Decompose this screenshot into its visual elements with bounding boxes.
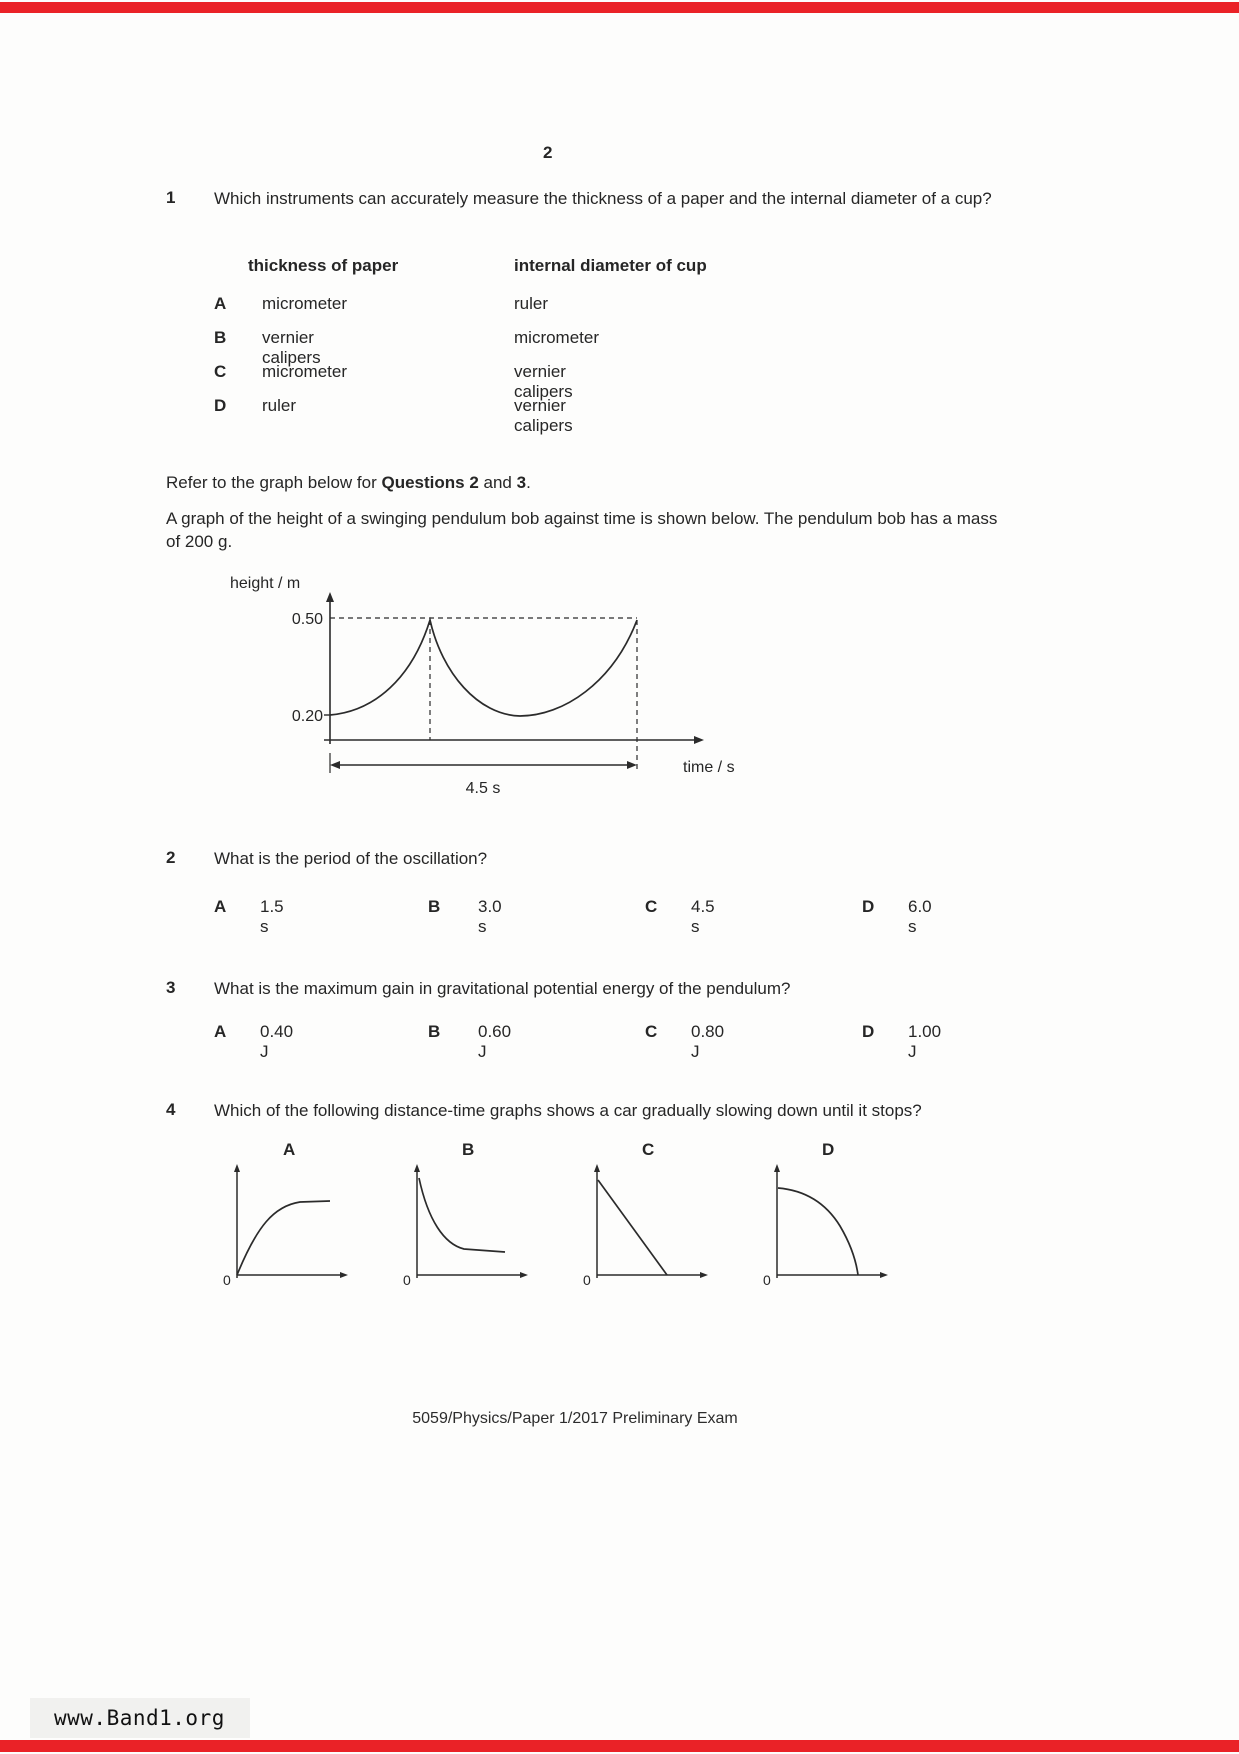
watermark-website: www.Band1.org — [54, 1706, 225, 1730]
graph-ylabel: height / m — [230, 575, 301, 592]
q3-option-a-value: 0.40 J — [260, 1022, 294, 1061]
q1-option-c-label: C — [214, 362, 227, 381]
q4c-curve — [598, 1180, 667, 1275]
q4b-origin-label: 0 — [403, 1272, 411, 1288]
pendulum-height-time-graph — [220, 568, 760, 803]
refer-bold-3: 3 — [516, 473, 527, 492]
q4-graph-c — [582, 1158, 722, 1293]
question-3-number: 3 — [166, 978, 176, 997]
question-4-text: Which of the following distance-time graphs shows a car gradually slowing down until it stops? — [214, 1101, 922, 1120]
q2-option-a-label: A — [214, 897, 227, 916]
question-2-number: 2 — [166, 848, 176, 867]
q4-graph-c-label: C — [642, 1140, 655, 1159]
q1-option-b-diameter: micrometer — [514, 328, 600, 347]
q4-graph-b — [402, 1158, 542, 1293]
q4-graph-a — [222, 1158, 362, 1293]
q4c-origin-label: 0 — [583, 1272, 591, 1288]
y-axis-arrow-icon — [326, 592, 334, 602]
q3-option-a-label: A — [214, 1022, 227, 1041]
q1-option-c-thickness: micrometer — [262, 362, 348, 381]
q1-column-header-thickness: thickness of paper — [248, 256, 399, 275]
q1-column-header-diameter: internal diameter of cup — [514, 256, 707, 275]
question-3-text: What is the maximum gain in gravitational potential energy of the pendulum? — [214, 979, 791, 998]
q3-option-c-value: 0.80 J — [691, 1022, 725, 1061]
top-red-bar — [0, 2, 1239, 13]
q3-option-c-label: C — [645, 1022, 658, 1041]
q4c-y-arrow-icon — [594, 1164, 600, 1172]
page-number: 2 — [543, 143, 553, 162]
refer-lead: Refer to the graph below for — [166, 473, 382, 492]
q2-option-c-value: 4.5 s — [691, 897, 715, 936]
q4-graph-d-label: D — [822, 1140, 835, 1159]
q2-option-c-label: C — [645, 897, 658, 916]
pendulum-curve — [330, 620, 637, 716]
graph-ytick-020: 0.20 — [291, 708, 323, 725]
graph-xlabel: time / s — [683, 759, 735, 776]
q1-option-a-thickness: micrometer — [262, 294, 348, 313]
q2-option-b-value: 3.0 s — [478, 897, 502, 936]
q3-option-b-value: 0.60 J — [478, 1022, 512, 1061]
q1-option-b-label: B — [214, 328, 227, 347]
refer-end: . — [526, 473, 531, 492]
q4-graph-a-label: A — [283, 1140, 296, 1159]
q4a-curve — [237, 1201, 330, 1275]
q4d-y-arrow-icon — [774, 1164, 780, 1172]
q4a-origin-label: 0 — [223, 1272, 231, 1288]
q4-graph-d — [762, 1158, 902, 1293]
question-4-number: 4 — [166, 1100, 176, 1119]
q1-option-a-diameter: ruler — [514, 294, 549, 313]
graph-ytick-050: 0.50 — [291, 611, 323, 628]
q1-option-b-thickness: vernier calipers — [262, 328, 321, 367]
q4b-x-arrow-icon — [520, 1272, 528, 1278]
refer-mid: and — [478, 473, 517, 492]
span-arrow-right-icon — [627, 761, 637, 769]
q1-option-a-label: A — [214, 294, 227, 313]
q1-option-d-label: D — [214, 396, 227, 415]
graph-span-label: 4.5 s — [465, 780, 501, 797]
q1-option-d-diameter: vernier calipers — [514, 396, 573, 435]
q4-graph-b-label: B — [462, 1140, 475, 1159]
q4d-x-arrow-icon — [880, 1272, 888, 1278]
q1-option-c-diameter: vernier calipers — [514, 362, 573, 401]
bottom-red-bar — [0, 1740, 1239, 1752]
question-1-number: 1 — [166, 188, 176, 207]
q3-option-b-label: B — [428, 1022, 441, 1041]
q4d-origin-label: 0 — [763, 1272, 771, 1288]
span-arrow-left-icon — [330, 761, 340, 769]
refer-bold-questions: Questions 2 — [381, 473, 479, 492]
q2-option-a-value: 1.5 s — [260, 897, 284, 936]
q2-option-d-value: 6.0 s — [908, 897, 932, 936]
q4a-y-arrow-icon — [234, 1164, 240, 1172]
q4a-x-arrow-icon — [340, 1272, 348, 1278]
x-axis-arrow-icon — [694, 736, 704, 744]
q4d-curve — [778, 1188, 858, 1275]
q2-option-d-label: D — [862, 897, 875, 916]
q4b-y-arrow-icon — [414, 1164, 420, 1172]
footer-exam-reference: 5059/Physics/Paper 1/2017 Preliminary Exam — [412, 1410, 738, 1427]
graph-description: A graph of the height of a swinging pendulum bob against time is shown below. The pendulum bob has a mass of 200 g. — [166, 509, 998, 551]
q2-option-b-label: B — [428, 897, 441, 916]
question-2-text: What is the period of the oscillation? — [214, 849, 488, 868]
question-1-text: Which instruments can accurately measure the thickness of a paper and the internal diameter of a cup? — [214, 189, 992, 208]
refer-line — [166, 472, 531, 495]
q4c-x-arrow-icon — [700, 1272, 708, 1278]
q4b-curve — [419, 1178, 505, 1252]
q3-option-d-value: 1.00 J — [908, 1022, 942, 1061]
q3-option-d-label: D — [862, 1022, 875, 1041]
q1-option-d-thickness: ruler — [262, 396, 297, 415]
